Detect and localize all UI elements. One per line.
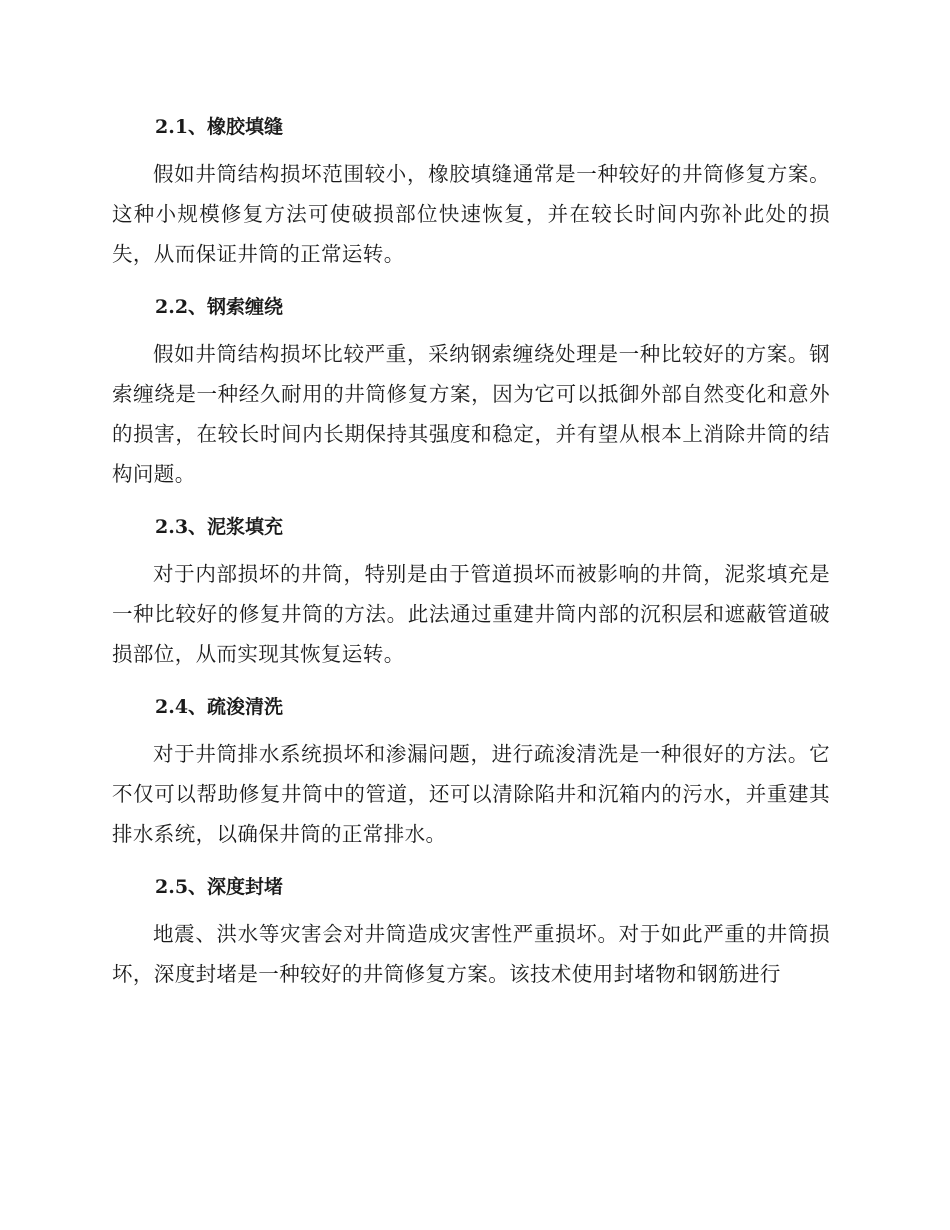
section-paragraph: 假如井筒结构损坏比较严重，采纳钢索缠绕处理是一种比较好的方案。钢索缠绕是一种经久耐用的井筒修复方案，因为它可以抵御外部自然变化和意外的损害，在较长时间内长期保持其强度和稳定，并有望从根本上消除井筒的结构问题。	[112, 342, 830, 486]
section-2-3	[112, 508, 830, 674]
section-2-4	[112, 688, 830, 854]
section-heading: 2.1、橡胶填缝	[155, 116, 284, 138]
section-heading: 2.5、深度封堵	[155, 876, 284, 898]
section-heading: 2.3、泥浆填充	[155, 516, 284, 538]
section-heading: 2.2、钢索缠绕	[155, 296, 284, 318]
section-paragraph: 地震、洪水等灾害会对井筒造成灾害性严重损坏。对于如此严重的井筒损坏，深度封堵是一种较好的井筒修复方案。该技术使用封堵物和钢筋进行	[112, 922, 830, 986]
section-paragraph: 假如井筒结构损坏范围较小，橡胶填缝通常是一种较好的井筒修复方案。这种小规模修复方法可使破损部位快速恢复，并在较长时间内弥补此处的损失，从而保证井筒的正常运转。	[112, 162, 830, 266]
section-paragraph: 对于井筒排水系统损坏和渗漏问题，进行疏浚清洗是一种很好的方法。它不仅可以帮助修复井筒中的管道，还可以清除陷井和沉箱内的污水，并重建其排水系统，以确保井筒的正常排水。	[112, 742, 830, 846]
document-page	[112, 108, 830, 1008]
section-2-2	[112, 288, 830, 494]
section-2-1	[112, 108, 830, 274]
section-heading: 2.4、疏浚清洗	[155, 696, 284, 718]
section-paragraph: 对于内部损坏的井筒，特别是由于管道损坏而被影响的井筒，泥浆填充是一种比较好的修复井筒的方法。此法通过重建井筒内部的沉积层和遮蔽管道破损部位，从而实现其恢复运转。	[112, 562, 830, 666]
section-2-5	[112, 868, 830, 994]
